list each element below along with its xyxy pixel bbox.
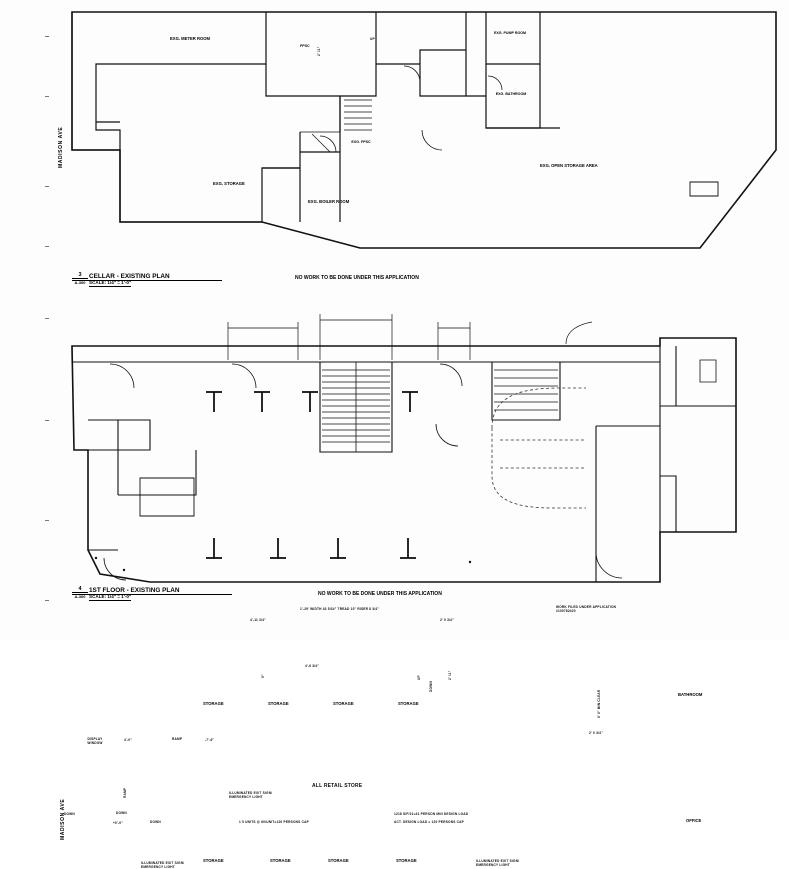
callout-exit-sign-3: ILLUMINATED EXIT SIGN/ EMERGENCY LIGHT xyxy=(476,859,520,867)
cellar-plan-scale: SCALE: 1/4" = 1'-0" xyxy=(89,280,132,285)
room-label-meter-room: EXG. METER ROOM xyxy=(170,36,211,41)
first-floor-general-note: NO WORK TO BE DONE UNDER THIS APPLICATION xyxy=(318,591,442,597)
callout-exit-sign-2: ILLUMINATED EXIT SIGN/ EMERGENCY LIGHT xyxy=(141,861,185,869)
annotation-down-3: DOWN xyxy=(64,812,75,816)
annotation-down-4: DOWN xyxy=(429,681,433,692)
annotation-up: UP xyxy=(417,675,421,680)
room-label-boiler-room: EXG. BOILER ROOM xyxy=(308,199,350,204)
dim-4-11-34: 2' 0 3/4" xyxy=(440,618,454,622)
street-label-madison-ave-first-floor: MADISON AVE xyxy=(60,798,66,840)
annotation-display-window: DISPLAY WINDOW xyxy=(87,737,103,745)
dim-3in: 5" xyxy=(261,674,265,678)
annotation-down-1: DOWN xyxy=(116,811,127,815)
room-label-bathroom: BATHROOM xyxy=(678,692,703,697)
room-label-storage-6: STORAGE xyxy=(270,858,291,863)
cellar-general-note: NO WORK TO BE DONE UNDER THIS APPLICATION xyxy=(295,275,419,281)
callout-min-design-load: 1218 S/F/21=41 PERSON MIN DESIGN LOAD xyxy=(394,812,469,816)
room-label-exg-fpsc: EXG. FPSC xyxy=(351,140,371,144)
room-label-storage-5: STORAGE xyxy=(203,858,224,863)
callout-act-design-load: ACT. DESIGN LOAD = 120 PERSONS CAP xyxy=(394,820,464,824)
room-label-storage-8: STORAGE xyxy=(396,858,417,863)
room-label-storage-7: STORAGE xyxy=(328,858,349,863)
annotation-ramp-2: RAMP xyxy=(123,787,127,798)
room-label-storage-4: STORAGE xyxy=(398,701,419,706)
elev-0-0: +0'-0" xyxy=(113,821,123,825)
cellar-detail-number: 3 A-300 xyxy=(72,272,88,285)
dim-2-11: 2' 11" xyxy=(448,670,452,680)
first-floor-plan-title: 1ST FLOOR - EXISTING PLAN xyxy=(89,586,180,594)
cellar-plan xyxy=(0,0,789,300)
callout-exit-sign-1: ILLUMINATED EXIT SIGN/ EMERGENCY LIGHT xyxy=(229,791,273,799)
first-floor-plan xyxy=(0,300,789,869)
room-label-storage-1: STORAGE xyxy=(203,701,224,706)
dim-5in: 4'-6 3/4" xyxy=(305,664,319,668)
cellar-dim-2-11: 2' 11" xyxy=(317,46,321,56)
room-label-pump-room: EXG. PUMP ROOM xyxy=(493,31,527,35)
dim-6-0-min-clear: 6' 0" MIN CLEAR xyxy=(597,689,601,718)
cellar-plan-walls xyxy=(0,0,789,300)
room-label-storage: EXG. STORAGE xyxy=(213,181,245,186)
street-label-madison-ave-cellar: MADISON AVE xyxy=(58,126,64,168)
room-label-storage-2: STORAGE xyxy=(268,701,289,706)
first-floor-plan-scale: SCALE: 1/4" = 1'-0" xyxy=(89,594,132,599)
dim-neg-7-6: -7'-6" xyxy=(205,738,215,742)
callout-all-retail-store: ALL RETAIL STORE xyxy=(312,783,363,789)
annotation-fpsc: FPSC xyxy=(300,44,310,48)
cellar-plan-title: CELLAR - EXISTING PLAN xyxy=(89,272,170,280)
dim-4-0: 4'-0" xyxy=(124,738,132,742)
room-label-office: OFFICE xyxy=(686,818,702,823)
callout-work-filed-under: WORK FILED UNDER APPLICATION #100782420 xyxy=(556,605,617,613)
room-label-bathroom: EXG. BATHROOM xyxy=(495,92,527,96)
cellar-dim-up: UP xyxy=(370,37,375,41)
room-label-open-storage: EXG. OPEN STORAGE AREA xyxy=(540,163,598,168)
dim-4-6-34: 4'-11 3/4" xyxy=(250,618,266,622)
callout-stair-dims: 1'-29' WIDTH 43 5/34" TREAD 10" RISER 8 3/4" xyxy=(300,607,379,611)
first-floor-detail-number: 4 A-300 xyxy=(72,586,88,599)
annotation-ramp-1: RAMP xyxy=(172,737,183,741)
dim-2-0-34-a: 2' 0 3/4" xyxy=(589,731,603,735)
annotation-down-2: DOWN xyxy=(150,820,161,824)
room-label-storage-3: STORAGE xyxy=(333,701,354,706)
callout-occupancy-units: 1 5 UNITS @ 60/UNIT=120 PERSONS CAP xyxy=(239,820,309,824)
